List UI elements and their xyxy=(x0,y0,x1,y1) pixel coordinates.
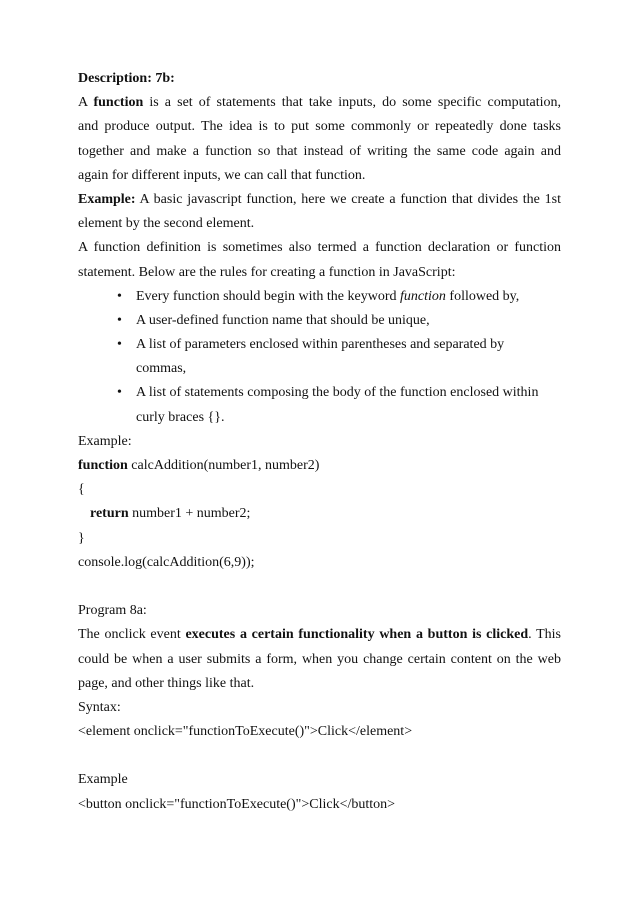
program-line-2: could be when a user submits a form, when you change certain content on the web xyxy=(78,651,561,667)
text-span: A list of parameters enclosed within parentheses and separated by xyxy=(136,337,505,353)
text-span: A xyxy=(78,95,94,111)
description-heading: Description: 7b: xyxy=(78,71,175,86)
program-line-3: page, and other things like that. xyxy=(78,675,255,691)
rule-item-3-continued xyxy=(78,357,561,381)
function-keyword: function xyxy=(78,458,128,473)
example-label: Example: xyxy=(78,191,136,207)
rule-item-1 xyxy=(78,285,561,309)
function-keyword-italic: function xyxy=(400,288,446,304)
return-keyword: return xyxy=(90,506,129,522)
bullet-icon: • xyxy=(117,312,122,328)
document-page xyxy=(78,67,561,817)
description-para-line-2: and produce output. The idea is to put some commonly or repeatedly done tasks xyxy=(78,119,561,135)
text-span: curly braces {}. xyxy=(136,409,225,425)
description-para-line-3: together and make a function so that instead of writing the same code again and xyxy=(78,143,561,159)
definition-line-1: A function definition is sometimes also termed a function declaration or function xyxy=(78,240,561,256)
text-span: followed by, xyxy=(445,288,520,304)
code-line-return xyxy=(78,502,561,526)
rule-item-2 xyxy=(78,309,561,333)
description-para-line-1 xyxy=(78,91,561,115)
blank-line xyxy=(78,744,561,768)
code-line-signature xyxy=(78,454,561,478)
text-span: . This xyxy=(528,627,562,643)
text-span: is a set of statements that take inputs, do some specific computation, xyxy=(143,95,561,111)
text-span: number1 + number2; xyxy=(128,506,251,522)
syntax-label: Syntax: xyxy=(78,699,121,715)
description-para-line-4: again for different inputs, we can call that function. xyxy=(78,167,366,183)
program-line-1 xyxy=(78,623,561,647)
text-span: Every function should begin with the keyword xyxy=(136,288,401,304)
text-span: calcAddition(number1, number2) xyxy=(127,458,320,473)
rule-item-4 xyxy=(78,381,561,405)
text-span: A list of statements composing the body of the function enclosed within xyxy=(136,385,539,401)
code-example-label: Example: xyxy=(78,433,132,449)
program-example-label: Example xyxy=(78,772,128,788)
example-intro-line-2: element by the second element. xyxy=(78,216,255,232)
bullet-icon: • xyxy=(117,337,122,353)
definition-line-2: statement. Below are the rules for creating a function in JavaScript: xyxy=(78,264,456,280)
text-span: A user-defined function name that should be unique, xyxy=(136,312,430,328)
syntax-code: <element onclick="functionToExecute()">Click</element> xyxy=(78,724,413,740)
blank-line xyxy=(78,575,561,599)
code-line-open-brace: { xyxy=(78,482,85,498)
example-intro-line-1 xyxy=(78,188,561,212)
code-line-close-brace: } xyxy=(78,530,85,546)
text-span: commas, xyxy=(136,361,187,377)
rule-item-3 xyxy=(78,333,561,357)
rule-item-4-continued xyxy=(78,406,561,430)
bullet-icon: • xyxy=(117,288,122,304)
emphasis-text: executes a certain functionality when a button is clicked xyxy=(185,627,529,643)
function-keyword: function xyxy=(93,95,144,111)
text-span: The onclick event xyxy=(78,627,186,643)
program-heading: Program 8a: xyxy=(78,603,147,619)
bullet-icon: • xyxy=(117,385,122,401)
code-line-call: console.log(calcAddition(6,9)); xyxy=(78,554,255,570)
program-example-code: <button onclick="functionToExecute()">Click</button> xyxy=(78,796,396,812)
text-span: A basic javascript function, here we create a function that divides the 1st xyxy=(135,191,561,207)
